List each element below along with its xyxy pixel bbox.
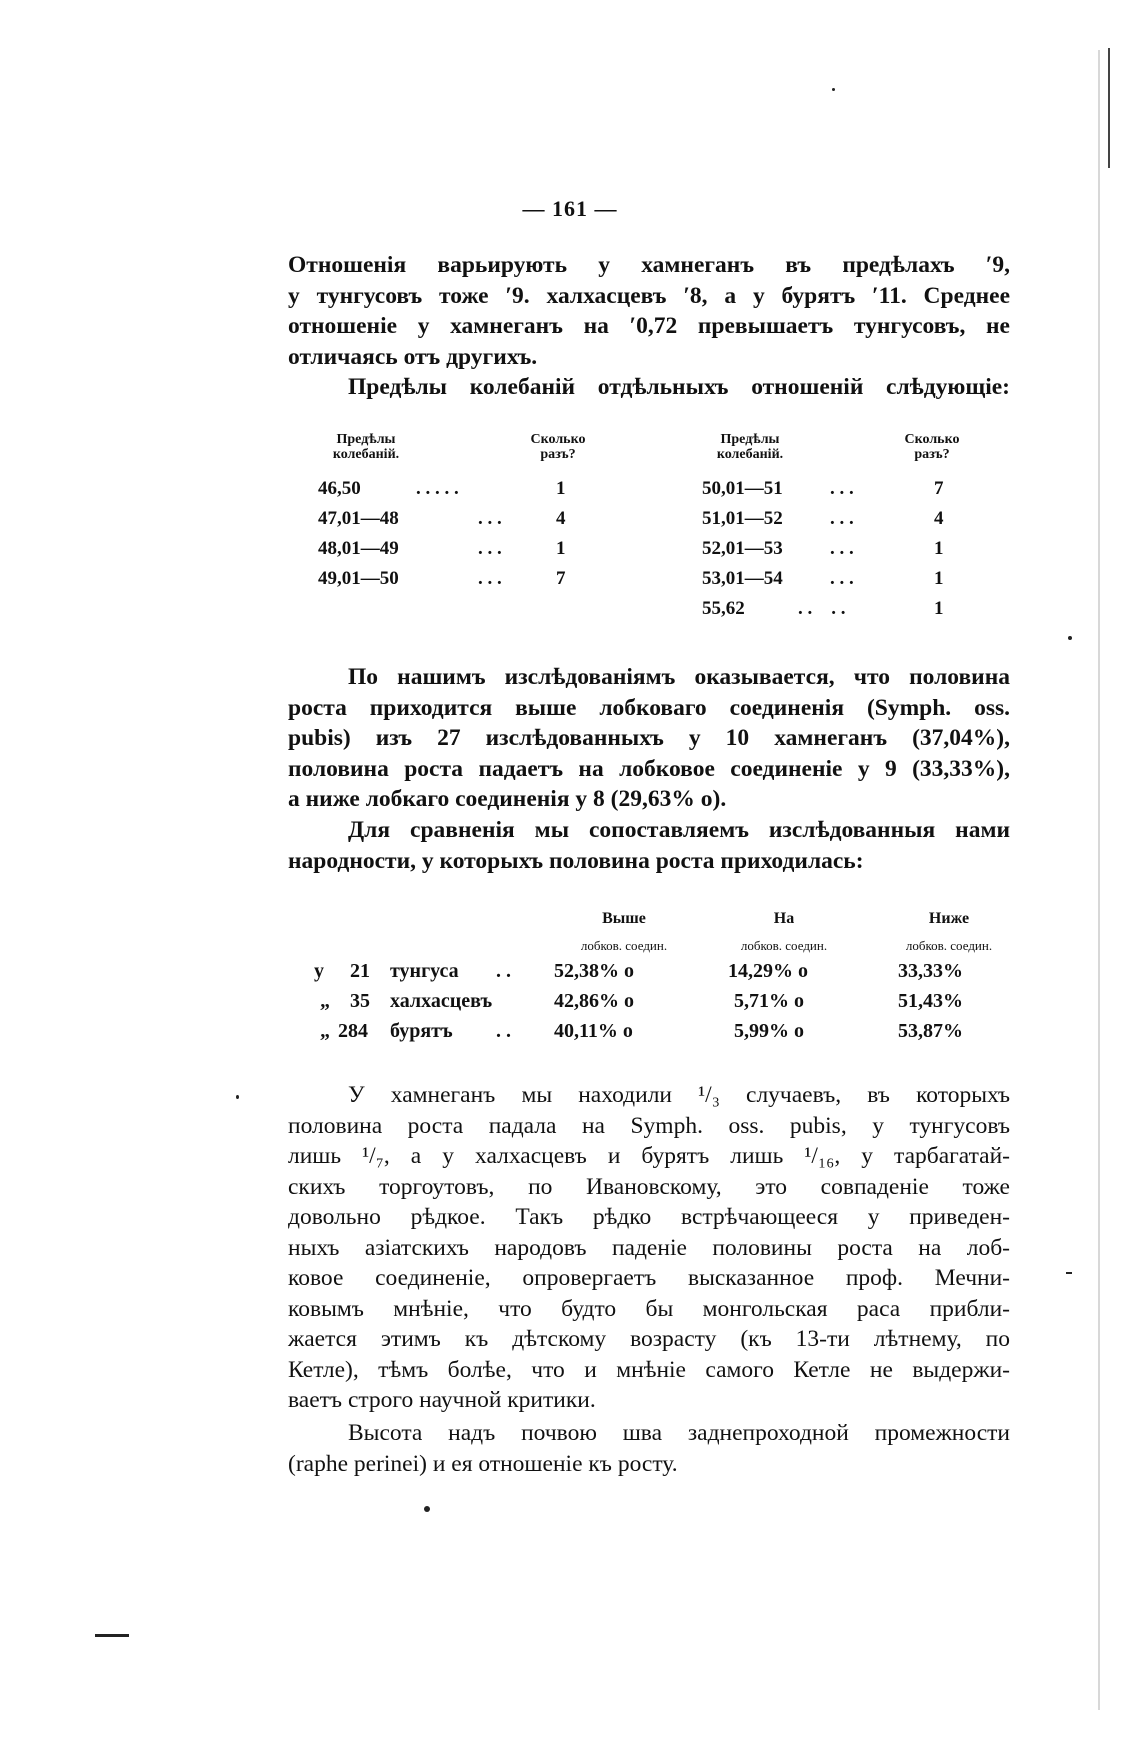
row-people: халхасцевъ [390,990,493,1012]
row-count: 35 [350,990,370,1012]
value-below: 33,33% [898,960,963,982]
table-cell: 7 [934,478,944,499]
margin-dash [95,1634,129,1637]
table-cell: 55,62 [702,598,745,619]
speck [236,1095,239,1099]
text-line: жается этимъ къ дѣтскому возрасту (къ 13-ти лѣтнему, по [288,1326,1010,1352]
paragraph-2 [348,372,1010,403]
text-line: Отношенія варьирують у хамнеганъ въ предѣлахъ ′9, [288,252,1010,278]
paragraph-6 [288,1418,1010,1479]
table-dots: . . . . . [416,478,459,499]
text-line: половина роста падаетъ на лобковое соединеніе у 9 (33,33%), [288,755,1010,782]
text-line: ваетъ строго научной критики. [288,1387,596,1413]
speck [1066,1272,1072,1274]
text-line: (raphe perinei) и ея отношеніе къ росту. [288,1450,678,1477]
row-count: 284 [338,1020,368,1042]
text-line: Предѣлы колебаній отдѣльныхъ отношеній слѣдующіе: [348,374,1010,400]
paragraph-4 [288,815,1010,876]
text-line: роста приходится выше лобковаго соединенія (Symph. oss. [288,694,1010,721]
text-line: отношеніе у хамнеганъ на ′0,72 превышаетъ тунгусовъ, не [288,313,1010,339]
header-count-left: Сколько разъ? [530,432,586,462]
table-cell: 51,01—52 [702,508,783,529]
table-cell: 7 [556,568,566,589]
row-dots: . . [496,960,511,982]
text-line: У хамнеганъ мы находили ¹/₃ случаевъ, въ которыхъ [348,1082,1010,1108]
table-cell: 1 [556,538,566,559]
text-line: скихъ торгоутовъ, по Ивановскому, это совпаденіе тоже [288,1173,1010,1200]
text-line: ковое соединеніе, опровергаетъ высказанное проф. Мечни- [288,1265,1010,1291]
table-dots: . . . [830,568,854,589]
row-dots: . . [496,1020,511,1042]
value-on: 5,99% o [734,1020,804,1042]
header-limits-right: Предѣлы колебаній. [716,432,784,462]
col-subheader: лобков. соедин. [580,938,668,953]
table-cell: 1 [934,568,944,589]
table-dots: . . . [830,538,854,559]
table-dots: . . . [478,508,502,529]
value-below: 51,43% [898,990,963,1012]
paragraph-1 [288,250,1010,372]
speck [424,1506,430,1512]
page-edge-line [1098,50,1100,1710]
row-people: тунгуса [390,960,459,982]
table-cell: 46,50 [318,478,361,499]
table-dots: . . . [478,568,502,589]
text-line: По нашимъ изслѣдованіямъ оказывается, что половина [348,664,1010,690]
col-subheader: лобков. соедин. [740,938,828,953]
speck [832,88,835,91]
table-dots: . . . [830,508,854,529]
table-cell: 1 [934,598,944,619]
table-cell: 52,01—53 [702,538,783,559]
row-prefix: „ [320,1020,330,1042]
table-dots: . . . . [798,598,846,619]
text-line: pubis) изъ 27 изслѣдованныхъ у 10 хамнеганъ (37,04%), [288,725,1010,751]
table-cell: 49,01—50 [318,568,399,589]
value-above: 42,86% o [554,990,634,1012]
table-cell: 53,01—54 [702,568,783,589]
text-line: ковымъ мнѣніе, что будто бы монгольская раса прибли- [288,1295,1010,1322]
col-header-below: Ниже [928,910,970,927]
text-line: лишь ¹/₇, а у халхасцевъ и бурятъ лишь ¹/₁₆, у тарбагатай- [288,1143,1010,1169]
row-people: бурятъ [390,1020,453,1042]
col-header-on: На [773,910,795,927]
header-count-right: Сколько разъ? [904,432,960,462]
page-edge-mark [1108,48,1110,168]
value-above: 40,11% o [554,1020,633,1042]
table-cell: 1 [934,538,944,559]
paragraph-3 [288,662,1010,815]
text-line: половина роста падала на Symph. oss. pubis, у тунгусовъ [288,1112,1010,1139]
value-below: 53,87% [898,1020,963,1042]
value-on: 5,71% o [734,990,804,1012]
table-cell: 47,01—48 [318,508,399,529]
value-above: 52,38% o [554,960,634,982]
col-subheader: лобков. соедин. [905,938,993,953]
row-prefix: у [314,960,324,982]
text-line: народности, у которыхъ половина роста приходилась: [288,847,864,874]
text-line: Высота надъ почвою шва заднепроходной промежности [348,1420,1010,1446]
text-line: довольно рѣдкое. Такъ рѣдко встрѣчающееся у приведен- [288,1204,1010,1230]
text-line: отличаясь отъ другихъ. [288,343,538,370]
table-cell: 1 [556,478,566,499]
text-line: ныхъ азіатскихъ народовъ паденіе половины роста на лоб- [288,1234,1010,1261]
col-header-above: Выше [602,910,646,927]
table-cell: 50,01—51 [702,478,783,499]
row-prefix: „ [320,990,330,1012]
speck [1068,636,1072,640]
text-line: Кетле), тѣмъ болѣе, что и мнѣніе самого Кетле не выдержи- [288,1356,1010,1383]
table-cell: 48,01—49 [318,538,399,559]
table-dots: . . . [478,538,502,559]
table-cell: 4 [556,508,566,529]
text-line: Для сравненія мы сопоставляемъ изслѣдованныя нами [348,817,1010,843]
table-cell: 4 [934,508,944,529]
value-on: 14,29% o [728,960,808,982]
text-line: у тунгусовъ тоже ′9. халхасцевъ ′8, а у бурятъ ′11. Среднее [288,282,1010,309]
text-line: а ниже лобкаго соединенія у 8 (29,63% o). [288,786,727,812]
page-number: — 161 — [522,196,618,221]
header-limits-left: Предѣлы колебаній. [332,432,400,462]
table-dots: . . . [830,478,854,499]
paragraph-5 [288,1080,1010,1416]
row-count: 21 [350,960,370,982]
